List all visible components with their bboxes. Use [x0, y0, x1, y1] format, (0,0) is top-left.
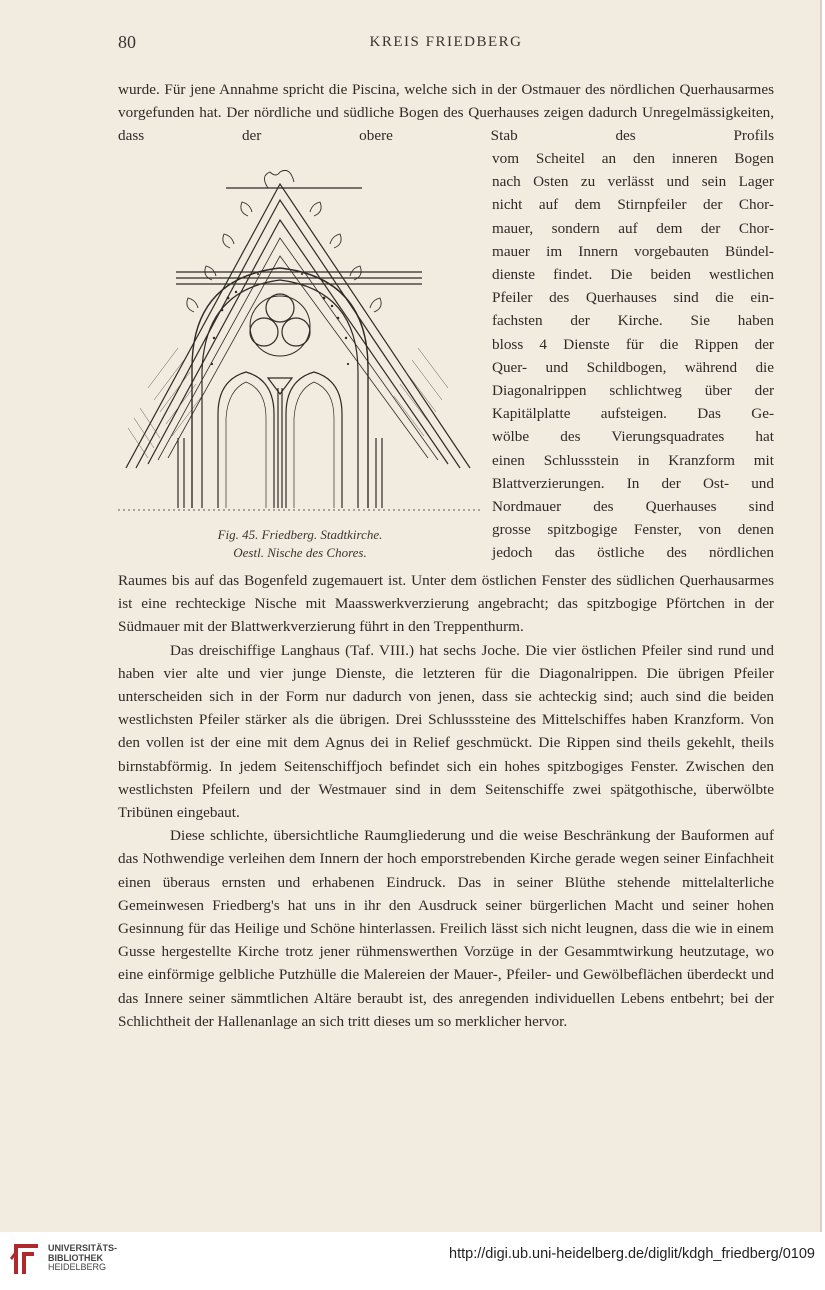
wrapped-line: wölbe des Vierungsquadrates hat [492, 428, 774, 446]
wrapped-line: Diagonalrippen schlichtweg über der [492, 382, 774, 400]
wrapped-line: mauer im Innern vorgebauten Bündel- [492, 242, 774, 260]
wrapped-line: vom Scheitel an den inneren Bogen [492, 150, 774, 167]
wrapped-line: mauer, sondern auf dem der Chor- [492, 219, 774, 237]
institution-line: HEIDELBERG [48, 1262, 107, 1272]
wrapped-line: fachsten der Kirche. Sie haben [492, 312, 774, 330]
figure-subcaption: Oestl. Nische des Chores. [233, 545, 367, 560]
university-logo-icon [8, 1240, 42, 1278]
wrapped-line: Kapitälplatte aufsteigen. Das Ge- [492, 405, 774, 423]
paragraph: Raumes bis auf das Bogenfeld zugemauert ist. Unter dem östlichen Fenster des südlichen Querhausarmes ist eine rechteckige Nische mit Maasswerkverzierung angebracht; das spitzbogige Pförtchen in der Südmauer mit der Blattwerkverzierung führt in den Treppenthurm. [118, 572, 774, 636]
body-text [118, 569, 774, 1033]
wrapped-line: grosse spitzbogige Fenster, von denen [492, 521, 774, 539]
footer [0, 1232, 825, 1290]
wrapped-line: jedoch das östliche des nördlichen [492, 544, 774, 562]
paragraph-line: wurde. Für jene Annahme spricht die Piscina, welche sich in der Ostmauer des nördlichen Querhausarmes vorgefunden hat. Der nördliche und südliche Bogen des Querhauses zeigen dadurch Unregelmässigkeiten, dass der obere Stab des Profils [118, 81, 774, 145]
wrapped-line: Quer- und Schildbogen, während die [492, 358, 774, 376]
wrapped-line: bloss 4 Dienste für die Rippen der [492, 335, 774, 353]
top-paragraph [118, 78, 774, 148]
wrapped-line: Pfeiler des Querhauses sind die ein- [492, 289, 774, 307]
wrapped-line: dienste findet. Die beiden westlichen [492, 266, 774, 284]
wrapped-line: Blattverzierungen. In der Ost- und [492, 474, 774, 492]
wrapped-line: Nordmauer des Querhauses sind [492, 498, 774, 516]
institution-name [48, 1244, 117, 1273]
paragraph: Das dreischiffige Langhaus (Taf. VIII.) hat sechs Joche. Die vier östlichen Pfeiler sind rund und haben vier alte und vier junge Dienste, die letzteren für die Diagonalrippen. Die übrigen Pfeiler unterscheiden sich in der Form nur dadurch von jenen, dass sie achteckig sind; auch sind die beiden westlichsten Pfeiler stärker als die übrigen. Drei Schlusssteine des Mittelschiffes haben Kranzform. Von den vollen ist der eine mit dem Agnus dei in Relief geschmückt. Die Rippen sind theils gekehlt, theils birnstabförmig. In jedem Seitenschiffjoch befindet sich ein hohes spitzbogiges Fenster. Zwischen den westlichsten Pfeilern und der Westmauer sind in dem Seitenschiffe zwei spätgothische, überwölbte Tribünen eingebaut. [118, 641, 774, 822]
gothic-niche-illustration [118, 168, 480, 518]
institution-line: BIBLIOTHEK [48, 1252, 103, 1263]
page-number: 80 [118, 32, 136, 52]
wrapped-line: nach Osten zu verlässt und sein Lager [492, 173, 774, 191]
institution-line: UNIVERSITÄTS- [48, 1243, 118, 1253]
wrapped-text-column [492, 147, 774, 565]
wrapped-line: nicht auf dem Stirnpfeiler der Chor- [492, 196, 774, 214]
page-header [118, 32, 774, 54]
wrapped-line: einen Schlussstein in Kranzform mit [492, 451, 774, 469]
source-url-link[interactable]: http://digi.ub.uni-heidelberg.de/diglit/kdgh_friedberg/0109 [449, 1246, 815, 1262]
running-title: KREIS FRIEDBERG [369, 34, 523, 50]
figure-caption: Fig. 45. Friedberg. Stadtkirche. [217, 527, 383, 542]
paragraph: Diese schlichte, übersichtliche Raumgliederung und die weise Beschränkung der Bauformen auf das Nothwendige verleihen dem Innern der hoch emporstrebenden Kirche gerade wegen seiner Einfachheit einen überaus ernsten und erhabenen Eindruck. Das in seiner Blüthe stehende mittelalterliche Gemeinwesen Friedberg's hat uns in ihr den Ausdruck seiner bürgerlichen Macht und seiner hohen Gesinnung für das Heilige und Schöne hinterlassen. Freilich lässt sich nicht leugnen, dass die wie in einem Gusse hergestellte Kirche trotz jener rühmenswerthen Vorzüge in der Gesammtwirkung heutzutage, wo eine einförmige gelbliche Putzhülle die Malereien der Mauer-, Pfeiler- und Gewölbeflächen überdeckt und das Innere seiner sämmtlichen Altäre beraubt ist, des anregenden individuellen Lebens entbehrt; bei der Schlichtheit der Hallenanlage an sich tritt dieses um so merklicher hervor. [118, 827, 774, 1030]
